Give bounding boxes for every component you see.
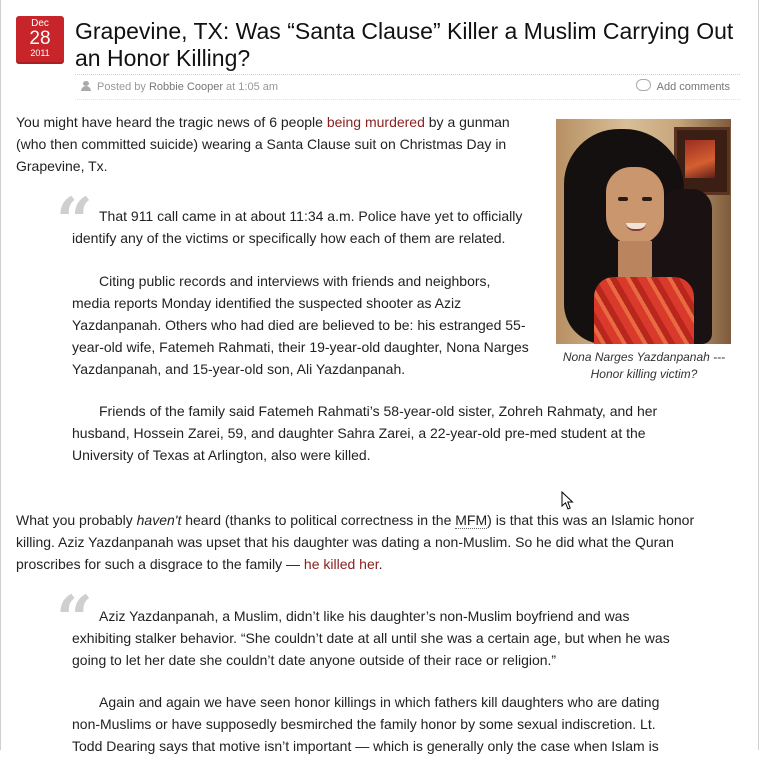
quote1-paragraph3 <box>72 400 732 466</box>
p2-text-mid: heard (thanks to political correctness in the <box>181 512 456 528</box>
add-comments-link[interactable]: Add comments <box>656 81 730 93</box>
p2-text-line3-end: . <box>378 556 383 572</box>
p2-text-line2: killing. Aziz Yazdanpanah was upset that his daughter was dating a non-Muslim. So he did what the Quran <box>16 534 674 550</box>
intro-text-line3: Grapevine, Tx. <box>16 158 108 174</box>
quote2-p1-line1: Aziz Yazdanpanah, a Muslim, didn’t like his daughter’s non-Muslim boyfriend and was <box>99 608 630 624</box>
author-link[interactable]: Robbie Cooper <box>148 81 223 93</box>
quote1-paragraph1 <box>72 205 552 249</box>
quote1-p3-line2: husband, Hossein Zarei, 59, and daughter Sahra Zarei, a 22-year-old pre-med student at the <box>72 425 646 441</box>
caption-line1: Nona Narges Yazdanpanah --- <box>562 350 726 364</box>
post-meta-author <box>81 75 278 99</box>
post-meta-comments <box>636 75 730 99</box>
post-meta-bar <box>75 74 740 100</box>
quote2-paragraph2 <box>72 691 742 757</box>
page-border-right <box>758 0 759 750</box>
page-border-left <box>0 0 1 750</box>
quote1-p2-line3: Yazdanpanah. Others who had died are believed to be: his estranged 55- <box>72 317 526 333</box>
p2-text-line3-start: proscribes for such a disgrace to the family — <box>16 556 304 572</box>
quote-mark-icon: “ <box>56 184 93 259</box>
at-label: at <box>226 81 236 93</box>
user-icon <box>81 81 91 91</box>
quote1-p1-line2: identify any of the victims or specifically how each of them are related. <box>72 230 506 246</box>
post-date-badge <box>16 16 64 64</box>
quote2-p1-line2: exhibiting stalker behavior. “She couldn’t date at all until she was a certain age, but when he was <box>72 630 670 646</box>
comment-bubble-icon <box>636 79 651 91</box>
havent-emphasis: haven't <box>136 512 182 528</box>
quote2-p2-line1: Again and again we have seen honor killings in which fathers kill daughters who are dating <box>99 694 660 710</box>
mouse-cursor-icon <box>561 491 575 511</box>
date-day: 28 <box>29 28 51 49</box>
mfm-abbreviation[interactable]: MFM <box>455 512 488 528</box>
intro-text-line2: (who then committed suicide) wearing a Santa Clause suit on Christmas Day in <box>16 136 507 152</box>
quote1-p2-line1: Citing public records and interviews with friends and neighbors, <box>99 273 491 289</box>
caption-line2: Honor killing victim? <box>590 367 698 381</box>
quote-mark-icon: “ <box>56 582 93 657</box>
p2-text-start: What you probably <box>16 512 137 528</box>
post-title[interactable]: Grapevine, TX: Was “Santa Clause” Killer a Muslim Carrying Out an Honor Killing? <box>75 18 734 71</box>
p2-text-line1-end: ) is that this was an Islamic honor <box>487 512 695 528</box>
quote1-p2-line2: media reports Monday identified the suspected shooter as Aziz <box>72 295 462 311</box>
victim-photo[interactable] <box>556 119 731 344</box>
post-time: 1:05 am <box>238 81 279 93</box>
quote1-p2-line4: year-old wife, Fatemeh Rahmati, their 19-year-old daughter, Nona Narges <box>72 339 529 355</box>
intro-text-line1-end: by a gunman <box>424 114 510 130</box>
date-year: 2011 <box>30 48 50 58</box>
quote2-paragraph1 <box>72 605 742 671</box>
posted-by-label: Posted by <box>97 81 146 93</box>
date-month: Dec <box>31 18 49 29</box>
intro-text-start: You might have heard the tragic news of 6 people <box>16 114 327 130</box>
quote2-p2-line2: non-Muslims or have supposedly besmirched the family honor by some sexual indiscretion. Lt. <box>72 716 656 732</box>
he-killed-her-link[interactable]: he killed her <box>303 556 379 572</box>
quote2-p1-line3: going to let her date she couldn’t date anyone outside of their race or religion.” <box>72 652 557 668</box>
quote1-p3-line1: Friends of the family said Fatemeh Rahmati’s 58-year-old sister, Zohreh Rahmaty, and her <box>99 403 658 419</box>
quote1-paragraph2 <box>72 270 552 380</box>
photo-caption <box>552 349 736 383</box>
quote2-p2-line3: Todd Dearing says that motive isn’t important — which is generally only the case when Islam is <box>72 738 659 754</box>
being-murdered-link[interactable]: being murdered <box>326 114 425 130</box>
quote1-p2-line5: Yazdanpanah, and 15-year-old son, Ali Yazdanpanah. <box>72 361 406 377</box>
honor-killing-paragraph <box>16 509 746 575</box>
intro-paragraph <box>16 111 546 177</box>
quote1-p3-line3: University of Texas at Arlington, also were killed. <box>72 447 371 463</box>
quote1-p1-line1: That 911 call came in at about 11:34 a.m. Police have yet to officially <box>99 208 523 224</box>
